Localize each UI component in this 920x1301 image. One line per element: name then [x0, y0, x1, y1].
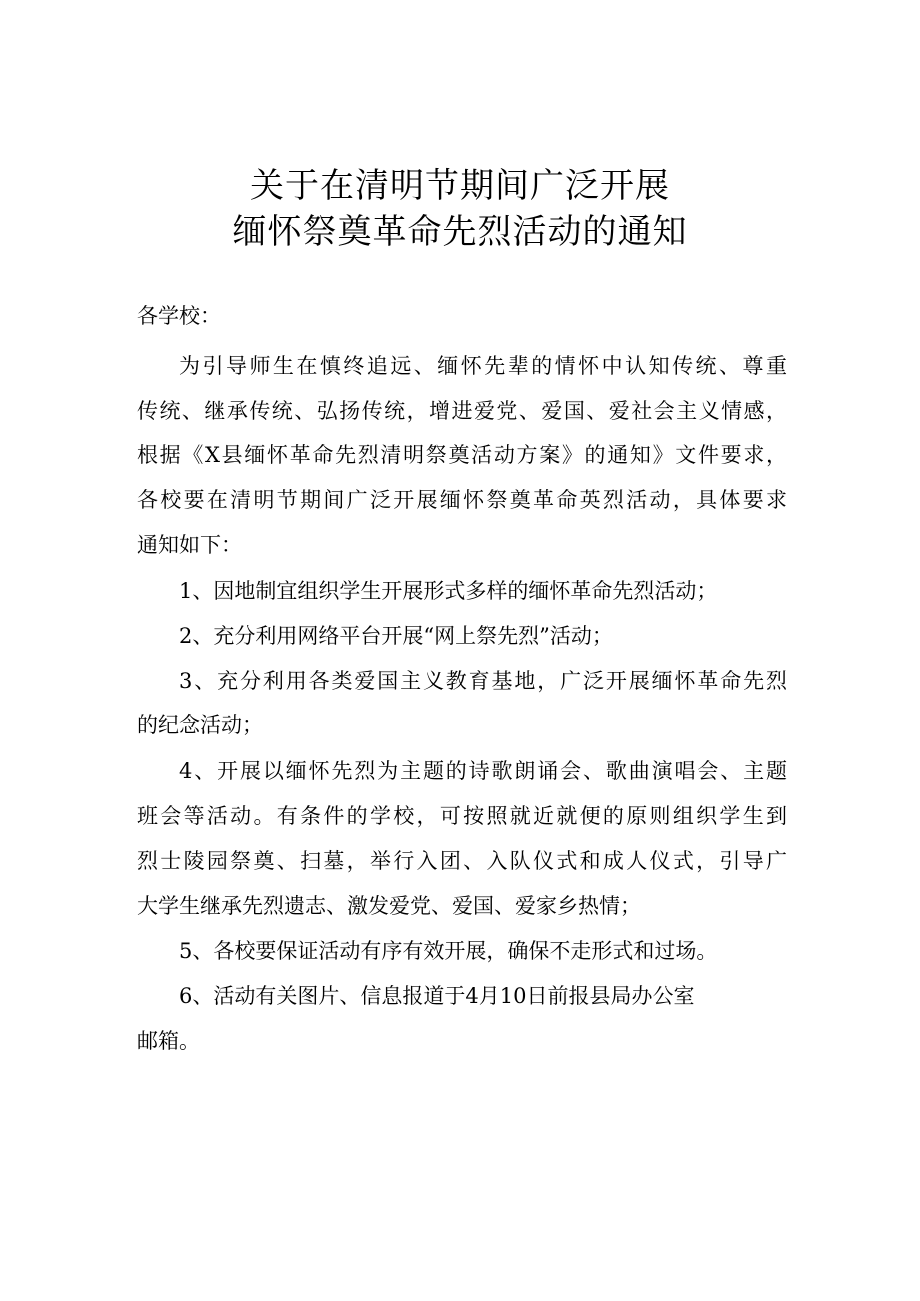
- list-item-4: 4、开展以缅怀先烈为主题的诗歌朗诵会、歌曲演唱会、主题: [179, 759, 787, 783]
- intro-line: 通知如下：: [137, 533, 242, 557]
- list-item-5: 5、各校要保证活动有序有效开展，确保不走形式和过场。: [179, 939, 718, 963]
- list-item-3-continued: 的纪念活动；: [137, 713, 263, 737]
- intro-line: 各校要在清明节期间广泛开展缅怀祭奠革命英烈活动，具体要求: [137, 488, 787, 512]
- list-item-3: 3、充分利用各类爱国主义教育基地，广泛开展缅怀革命先烈: [179, 669, 787, 693]
- list-item-4-continued: 大学生继承先烈遗志、激发爱党、爱国、爱家乡热情；: [137, 894, 641, 918]
- intro-line: 传统、继承传统、弘扬传统，增进爱党、爱国、爱社会主义情感，: [137, 399, 787, 423]
- list-item-4-continued: 烈士陵园祭奠、扫墓，举行入团、入队仪式和成人仪式，引导广: [137, 849, 787, 873]
- document-title-line-1: 关于在清明节期间广泛开展: [250, 166, 670, 206]
- intro-line: 根据《X县缅怀革命先烈清明祭奠活动方案》的通知》文件要求，: [137, 443, 787, 467]
- list-item-1: 1、因地制宜组织学生开展形式多样的缅怀革命先烈活动；: [179, 579, 718, 603]
- list-item-6-continued: 邮箱。: [137, 1029, 200, 1053]
- document-title-line-2: 缅怀祭奠革命先烈活动的通知: [232, 212, 688, 252]
- list-item-4-continued: 班会等活动。有条件的学校，可按照就近就便的原则组织学生到: [137, 804, 787, 828]
- salutation: 各学校：: [137, 304, 221, 328]
- intro-line: 为引导师生在慎终追远、缅怀先辈的情怀中认知传统、尊重: [179, 354, 787, 378]
- list-item-2: 2、充分利用网络平台开展“网上祭先烈”活动；: [179, 624, 613, 648]
- list-item-6: 6、活动有关图片、信息报道于4月10日前报县局办公室: [179, 984, 695, 1008]
